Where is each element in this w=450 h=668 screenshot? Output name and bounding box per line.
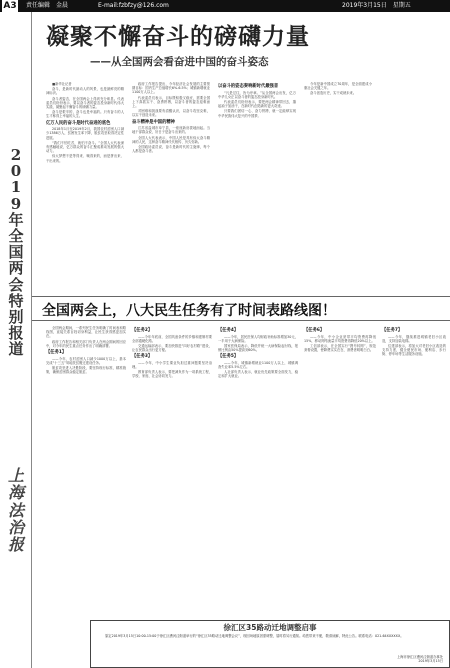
- article-paragraph: 脱贫攻坚进入决胜阶段，要坚持现行标准，精准施策，确保贫困群众稳定脱贫。: [46, 365, 126, 375]
- article-paragraph: 人社部负责人表示，就业优先政策要全面发力，稳定和扩大就业。: [218, 370, 298, 379]
- article-paragraph: 伟大梦想不是等得来、喊得来的，而是拼出来、干出来的。: [46, 154, 124, 163]
- issue-date: 2019年3月15日 星期五: [342, 2, 411, 9]
- article-paragraph: 国家医保局表示，降低并统一大病保险起付线，报销比例由50%提高到60%。: [218, 343, 298, 353]
- article-paragraph: 工信部表示，在全国实行“携号转网”，规范套餐设置，使降费实实在在、消费者明明白白。: [304, 343, 376, 353]
- article-paragraph: 江苏省盐城市阜宁县，一座座新房拔地而起。当地干部群众说，好日子是奋斗出来的。: [132, 126, 210, 135]
- article-column: [382, 326, 446, 616]
- article-paragraph: 奋斗者姿态，在全国两会上得到充分彰显。代表委员们纷纷表示，要以奋斗者的姿态投身新时代伟大实践，凝聚起不懈奋斗的磅礴力量。: [46, 96, 124, 110]
- article-column: [132, 326, 212, 616]
- article-paragraph: 全国政协委员说，奋斗是新时代的主旋律，每个人都是奋斗者。: [132, 144, 210, 154]
- task-heading: 【任务2】: [132, 328, 153, 333]
- section-vertical-title: 2019年全国两会特别报道: [8, 146, 24, 359]
- article-paragraph: 交通运输部表示，要加快推进“四好农村路”建设，让农民群众出行更方便。: [132, 343, 212, 353]
- page-number-label: A3: [3, 1, 17, 11]
- article-paragraph: ——今年，中小企业宽带平均资费再降低15%，移动网络流量平均资费再降低20%以上。: [304, 334, 376, 343]
- article-column: [218, 326, 298, 616]
- newspaper-logo: 上海法治报: [7, 466, 24, 555]
- article-paragraph: 奋斗是艰辛的，奋斗也是幸福的。只有奋斗的人生才称得上幸福的人生。: [46, 110, 124, 119]
- article-subheading: 以奋斗的姿态奏响新时代最强音: [218, 84, 279, 89]
- article-paragraph: 只要我们团结一心、奋力拼搏，就一定能够实现中华民族伟大复兴的中国梦。: [218, 109, 296, 118]
- relocation-notice-box: [90, 620, 450, 668]
- article-paragraph: “我们不怕吃苦，就怕不奋斗。”全国人大代表深有感触地说，亿万群众的奋斗汇聚成推动发展的强大动力。: [46, 140, 124, 154]
- notice-signer: 上海市徐汇区漕河泾街道办事处: [396, 655, 443, 659]
- task-heading: 【任务7】: [382, 328, 403, 333]
- editor-label: 责任编辑 金晨: [26, 2, 69, 9]
- article-byline: ■新华社记者: [52, 82, 72, 86]
- editor-email[interactable]: E-mail:fzbfzy@126.com: [98, 2, 169, 9]
- article-subheading: 亿万人民的奋斗是时代奋进的底色: [46, 120, 111, 126]
- article-paragraph: 代表委员们表示，目标既积极又稳妥，需要全国上下真抓实干、奋勇拼搏，以奋斗者的姿态迎难而上。: [132, 95, 210, 109]
- notice-date: 2019年3月15日: [418, 659, 443, 663]
- lead-article-column: [218, 82, 296, 292]
- task-heading: 【任务5】: [218, 354, 239, 360]
- article-paragraph: ——今年，居民医保人均财政补助标准增加30元，一半用于大病保险。: [218, 334, 298, 343]
- article-paragraph: ——今年，城镇新增就业1100万人以上，城镇调查失业率5.5%左右。: [218, 360, 298, 370]
- article-subheading: 奋斗精神是中国的精神: [132, 119, 175, 125]
- article-paragraph: 对困难和挑战要有清醒认识，以奋斗攻坚克难，以实干创造未来。: [132, 109, 210, 118]
- lead-subheadline: ——从全国两会看奋进中国的奋斗姿态: [90, 56, 269, 68]
- article-paragraph: 奋斗创造历史，实干成就未来。: [310, 91, 357, 96]
- top-header-bar: [0, 0, 450, 12]
- section-divider: [32, 320, 450, 321]
- article-paragraph: “凡是过往，皆为序章。”从全国两会出发，亿万中华儿女正以奋斗者的姿态投身新时代。: [218, 90, 296, 99]
- lead-article-column: [46, 82, 124, 292]
- page-main: [32, 12, 450, 668]
- article-paragraph: 2018年1月至2019年2月，我国农村贫困人口减少1386万人，贫困发生率下降，脱贫攻坚取得决定性进展。: [46, 127, 124, 140]
- article-paragraph: 奋斗，是新时代最动人的风景，也是最鲜亮的精神标识。: [46, 87, 124, 96]
- article-paragraph: ——今年年底前，全国具备条件的乡镇和建制村要全部通硬化路。: [132, 334, 212, 343]
- article-paragraph: 住建部表示，将加大对老旧小区改造的支持力度，健全便民市场、便利店、步行街、停车场等生活服务设施。: [382, 343, 446, 357]
- article-column: [304, 326, 376, 616]
- notice-body: 原定2019年3月15日10:00-15:00于徐汇区漕河泾街道举行的“徐汇区35路动迁地调整会议”，现因场地原因需调整，届时将另行通知。给您带来不便，敬请谅解，特此公告。联系电话：021-64XXXXXX。: [105, 634, 404, 638]
- task-heading: 【任务1】: [46, 350, 67, 356]
- task-heading: 【任务3】: [132, 354, 153, 360]
- article-paragraph: 教育部负责人表示，要把减负作为一项系统工程，学校、家庭、社会协同发力。: [132, 370, 212, 379]
- section-divider: [32, 296, 450, 297]
- article-paragraph: 全国两会期间，一系列民生任务明确了时间表和路线图，直接关系百姓切身利益，让民生获得感更加实在。: [46, 326, 126, 339]
- article-column: [46, 326, 126, 616]
- article-paragraph: 政府工作报告提出，今年经济社会发展的主要预期目标：国内生产总值增长6%-6.5%；城镇新增就业1100万人以上。: [132, 82, 210, 95]
- article-paragraph: 政府工作报告和相关部门负责人在两会期间的回应中，对今年的民生重点任务作出了明确部署。: [46, 339, 126, 348]
- banner-headline: 全国两会上，八大民生任务有了时间表路线图！: [42, 303, 336, 319]
- lead-article-column: [132, 82, 210, 292]
- notice-title: 徐汇区35路动迁地调整启事: [223, 623, 317, 632]
- notice-signature: [397, 655, 443, 663]
- article-paragraph: 今年是新中国成立70周年，是全面建成小康社会关键之年。: [304, 82, 372, 91]
- article-paragraph: ——今年，继续推进城镇老旧小区改造，支持加装电梯。: [382, 334, 446, 343]
- lead-article-column: [304, 82, 372, 292]
- article-paragraph: ——今年，农村贫困人口减少1000万以上，基本完成“十三五”易地扶贫搬迁建设任务。: [46, 356, 126, 365]
- section-sidebar: [0, 12, 32, 668]
- article-paragraph: 代表委员们纷纷表示，要把两会精神带回去，撸起袖子加油干，在新时代创造新的更大奇迹。: [218, 99, 296, 109]
- task-heading: 【任务4】: [218, 328, 239, 333]
- article-paragraph: 全国人大代表表示，中国人民是具有伟大奋斗精神的人民，这种奋斗精神代代相传、历久弥新。: [132, 135, 210, 144]
- article-paragraph: ——今年，中小学生课业负担过重问题要坚决治理。: [132, 360, 212, 370]
- lead-headline: 凝聚不懈奋斗的磅礴力量: [46, 23, 310, 50]
- task-heading: 【任务6】: [304, 328, 325, 333]
